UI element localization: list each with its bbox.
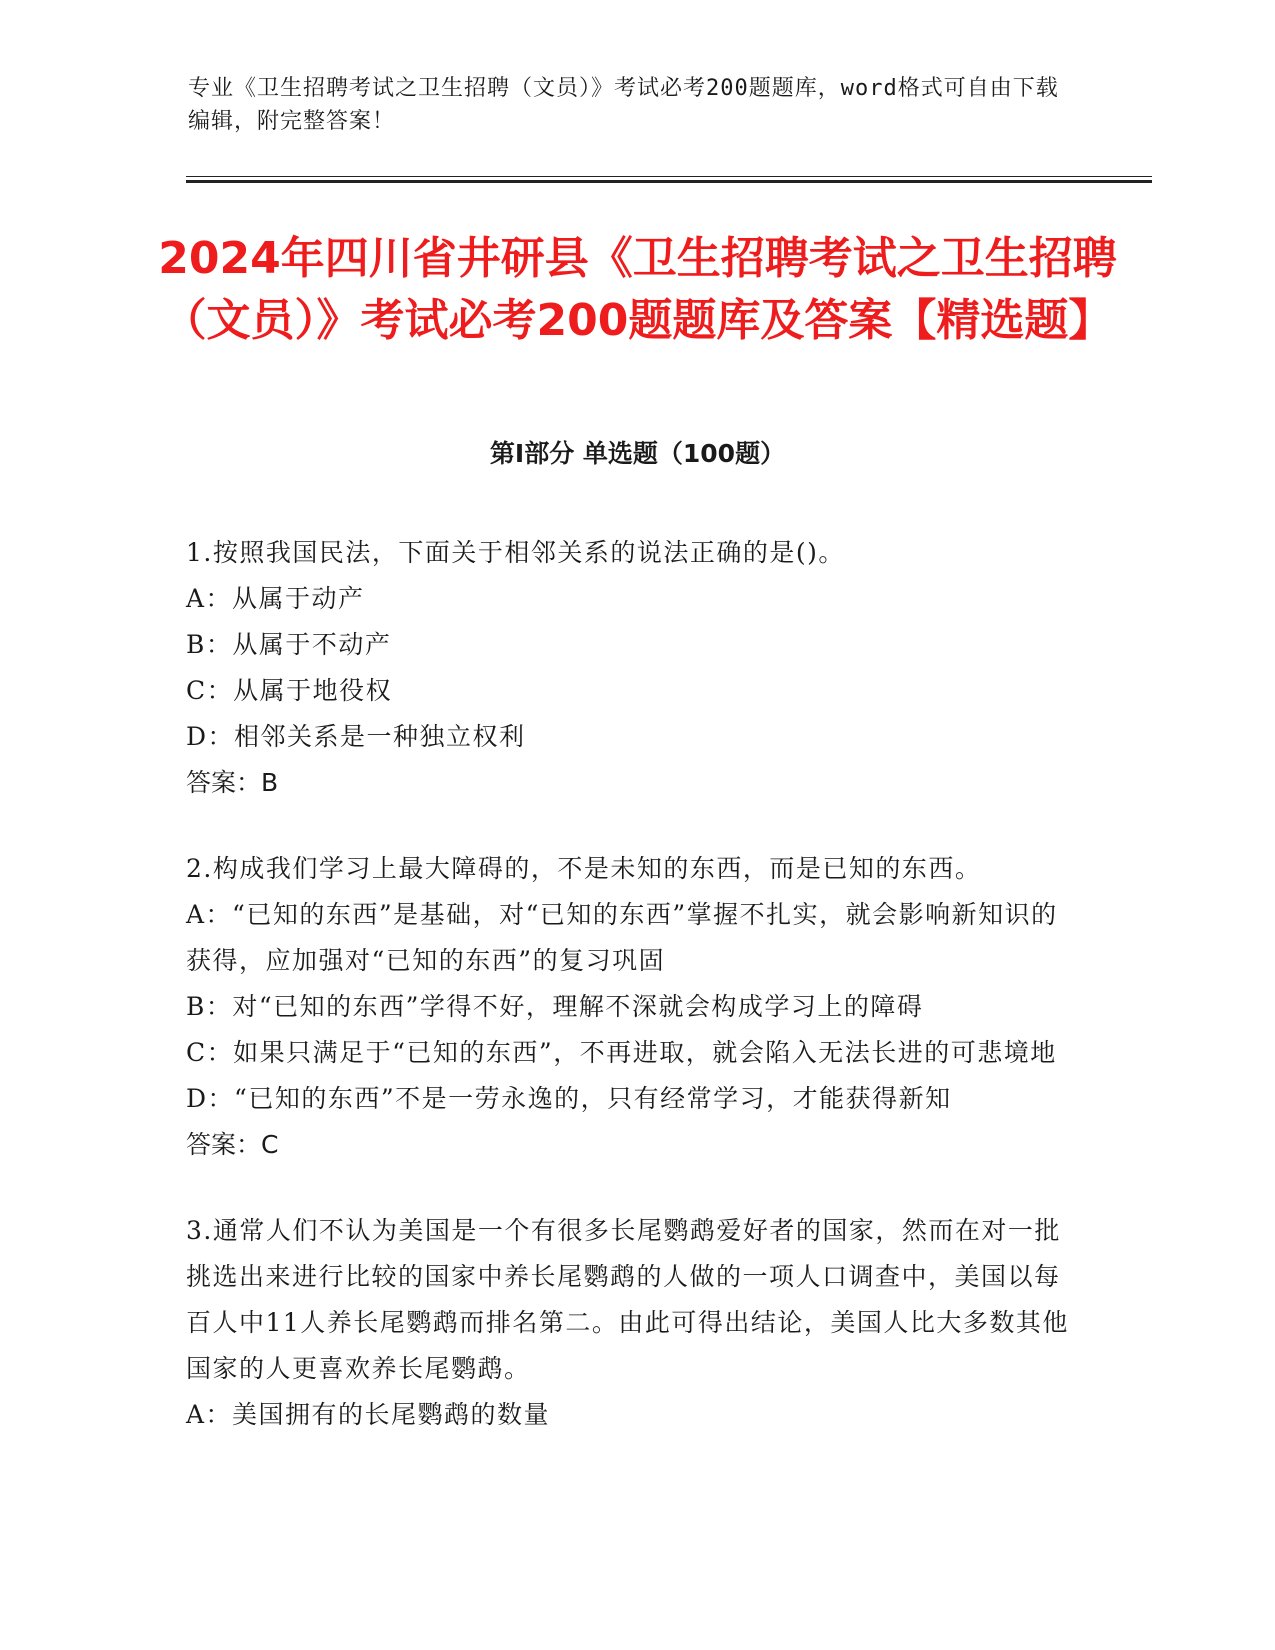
option-c: C：如果只满足于“已知的东西”，不再进取，就会陷入无法长进的可悲境地 — [186, 1038, 1057, 1067]
option-b: B：对“已知的东西”学得不好，理解不深就会构成学习上的障碍 — [186, 992, 924, 1021]
answer: 答案：B — [186, 768, 279, 797]
header-divider-thin — [186, 176, 1152, 177]
option-b: B：从属于不动产 — [186, 630, 392, 659]
header-note: 专业《卫生招聘考试之卫生招聘（文员）》考试必考200题题库，word格式可自由下载编辑，附完整答案！ — [188, 76, 1059, 134]
option-a: A：美国拥有的长尾鹦鹉的数量 — [186, 1400, 551, 1429]
option-d: D：“已知的东西”不是一劳永逸的，只有经常学习，才能获得新知 — [186, 1084, 952, 1113]
question-stem: 3.通常人们不认为美国是一个有很多长尾鹦鹉爱好者的国家，然而在对一批挑选出来进行比较的国家中养长尾鹦鹉的人做的一项人口调查中，美国以每百人中11人养长尾鹦鹉而排名第二。由此可得出结论，美国人比大多数其他国家的人更喜欢养长尾鹦鹉。 — [186, 1216, 1069, 1383]
option-a: A：“已知的东西”是基础，对“已知的东西”掌握不扎实，就会影响新知识的获得，应加强对“已知的东西”的复习巩固 — [186, 900, 1058, 975]
question-3 — [186, 1208, 1076, 1438]
header-divider-thick — [186, 180, 1152, 183]
question-stem: 1.按照我国民法，下面关于相邻关系的说法正确的是()。 — [186, 538, 845, 567]
question-stem: 2.构成我们学习上最大障碍的，不是未知的东西，而是已知的东西。 — [186, 854, 982, 883]
option-c: C：从属于地役权 — [186, 676, 393, 705]
question-2 — [186, 846, 1076, 1168]
option-a: A：从属于动产 — [186, 584, 365, 613]
document-title: 2024年四川省井研县《卫生招聘考试之卫生招聘（文员）》考试必考200题题库及答案【精选题】 — [158, 233, 1117, 346]
section-title: 第I部分 单选题（100题） — [489, 439, 786, 468]
question-1 — [186, 530, 1076, 806]
answer: 答案：C — [186, 1130, 279, 1159]
question-list — [186, 530, 1076, 1478]
option-d: D：相邻关系是一种独立权利 — [186, 722, 526, 751]
